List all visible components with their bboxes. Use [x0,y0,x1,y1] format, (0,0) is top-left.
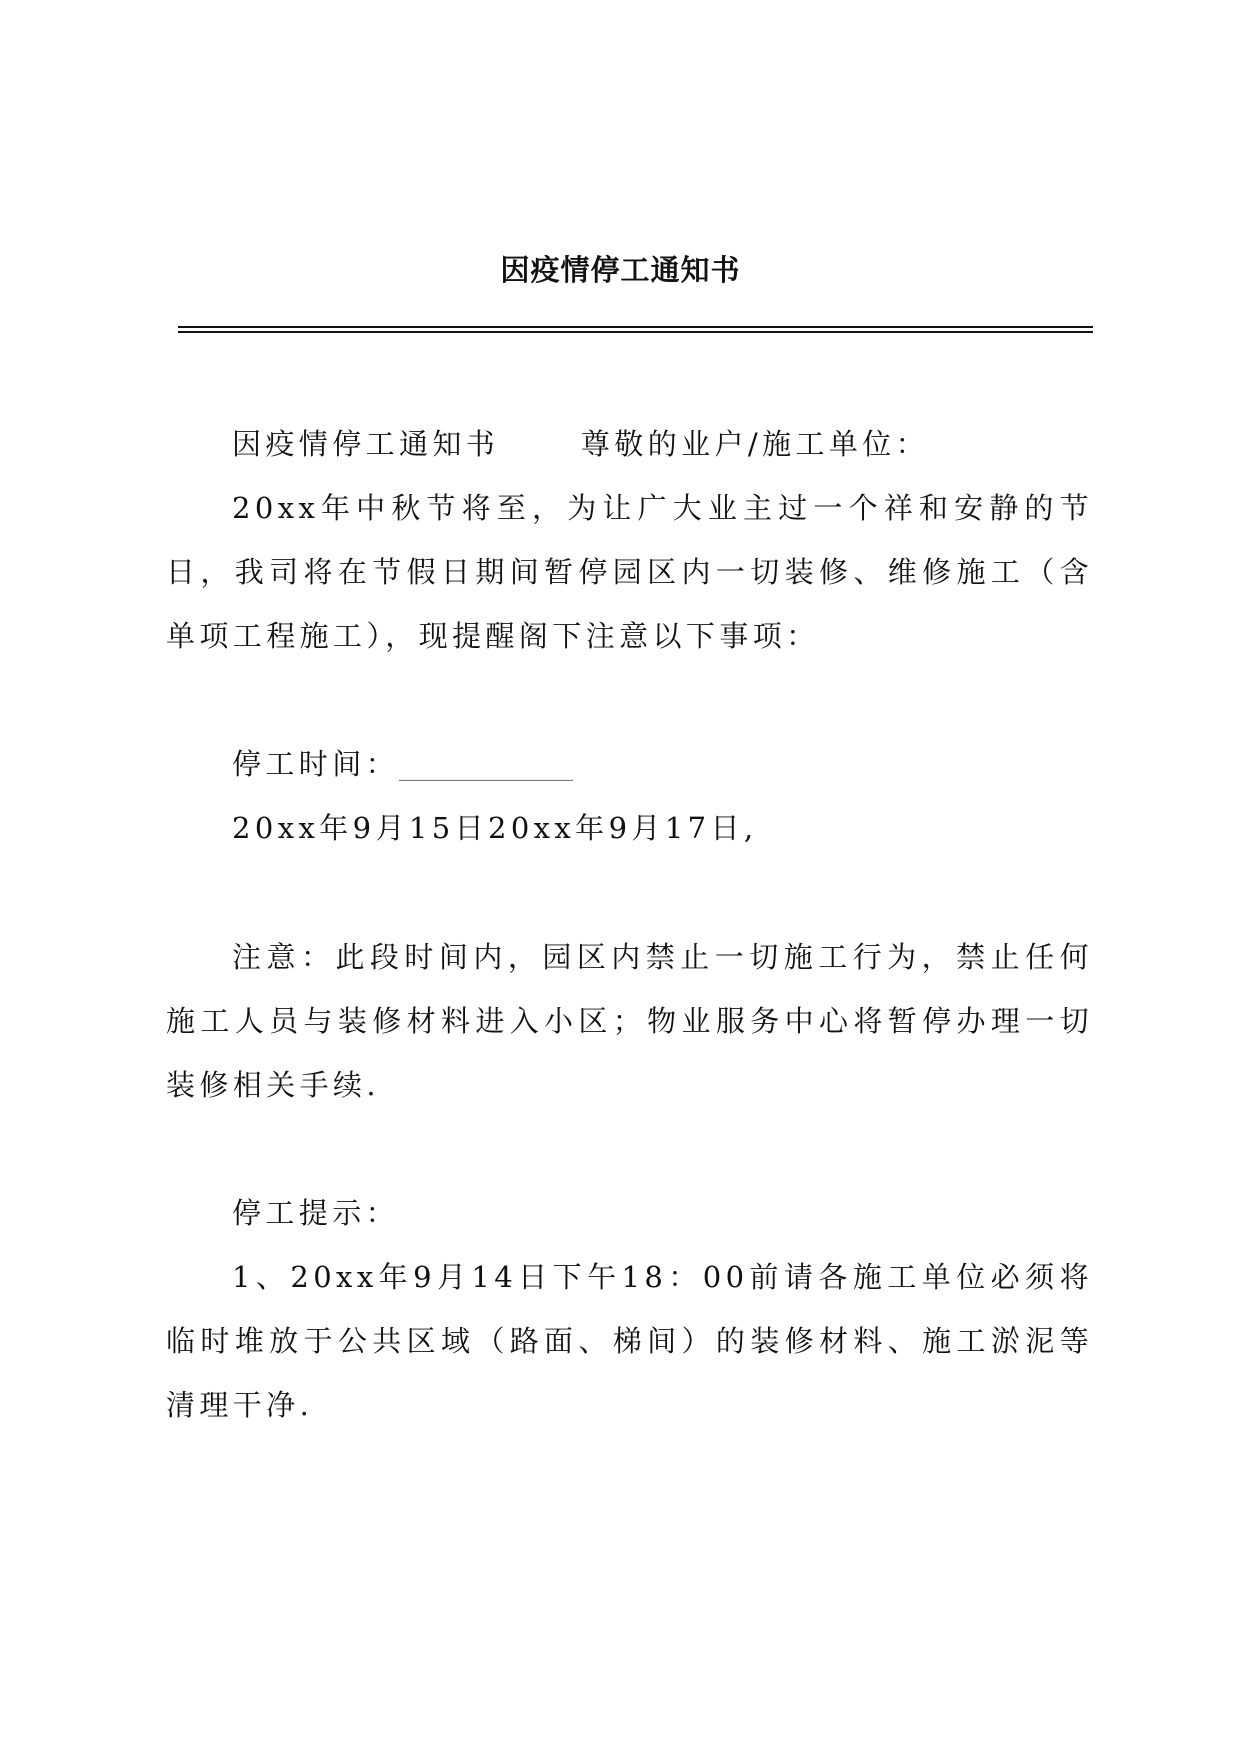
paragraph-holiday-notice: 20xx年中秋节将至，为让广大业主过一个祥和安静的节日，我司将在节假日期间暂停园区内一切装修、维修施工（含单项工程施工），现提醒阁下注意以下事项： [166,491,1093,653]
notice-paragraph: 注意：此段时间内，园区内禁止一切施工行为，禁止任何施工人员与装修材料进入小区；物业服务中心将暂停办理一切装修相关手续. [166,940,1093,1102]
tip-item-1: 1、20xx年9月14日下午18：00前请各施工单位必须将临时堆放于公共区域（路面、梯间）的装修材料、施工淤泥等清理干净. [166,1260,1093,1422]
intro-line: 因疫情停工通知书 尊敬的业户/施工单位： [232,427,930,461]
tips-label: 停工提示： [232,1196,400,1230]
stop-time-blank: ____________ [399,747,574,781]
stop-time-line [166,732,1093,796]
stop-time-label: 停工时间： [232,747,400,781]
document-title: 因疫情停工通知书 [500,253,741,287]
stop-time-value: 20xx年9月15日20xx年9月17日, [232,811,758,845]
title-rule-bottom [178,331,1093,333]
title-rule-top [178,326,1093,328]
